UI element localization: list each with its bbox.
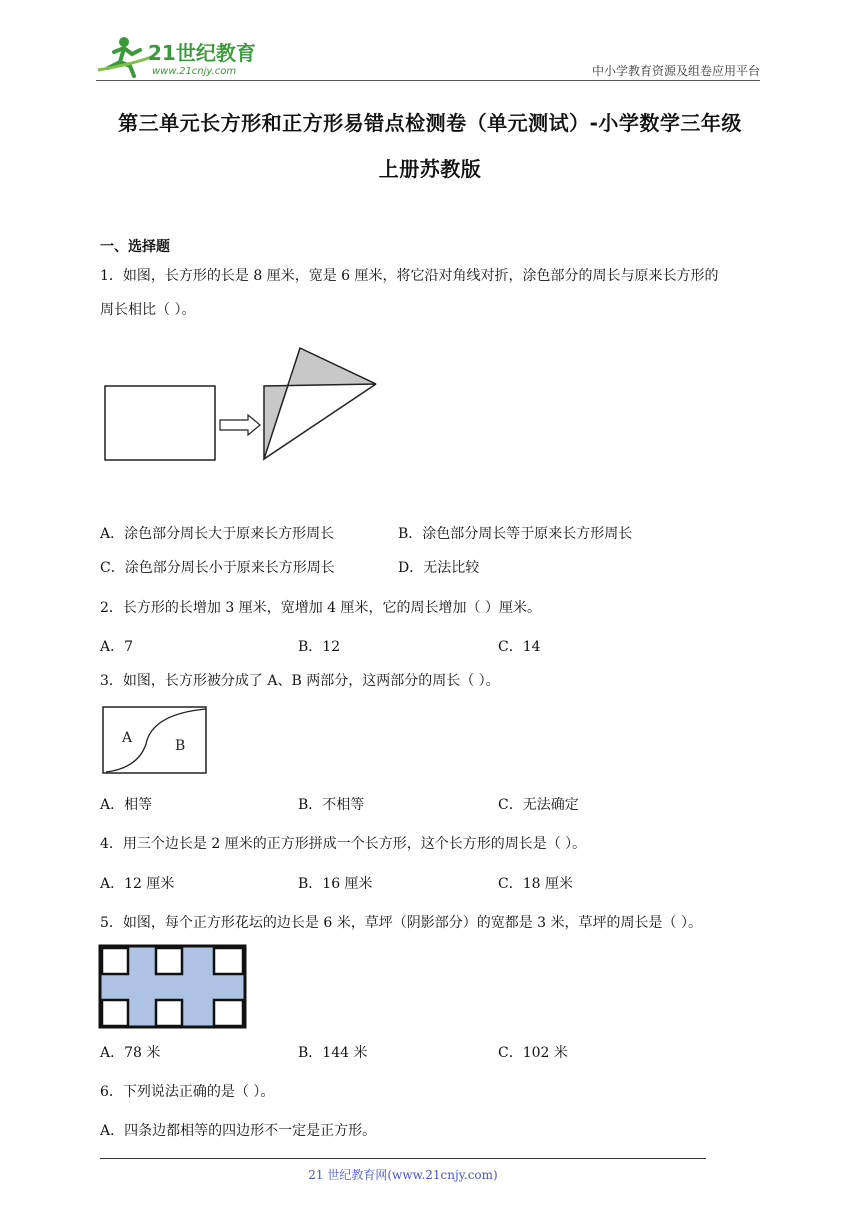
divided-rectangle	[103, 707, 206, 773]
question-1-text-line2: 周长相比（ ）。	[100, 302, 196, 318]
region-b-label: B	[175, 738, 186, 754]
flowerbed-square	[102, 1000, 128, 1026]
question-3-option-b[interactable]: B．不相等	[298, 797, 365, 813]
dividing-curve	[106, 709, 206, 772]
question-5-option-b[interactable]: B．144 米	[298, 1045, 368, 1061]
flowerbed-square	[102, 948, 128, 974]
question-6-option-a[interactable]: A．四条边都相等的四边形不一定是正方形。	[100, 1123, 377, 1139]
question-2-option-a[interactable]: A．7	[100, 639, 134, 655]
logo-url: www.21cnjy.com	[152, 66, 237, 77]
page-title-line1: 第三单元长方形和正方形易错点检测卷（单元测试）-小学数学三年级	[118, 111, 742, 135]
question-1-option-d[interactable]: D．无法比较	[398, 560, 480, 576]
section-heading: 一、选择题	[100, 239, 170, 255]
question-1-text-line1: 1．如图，长方形的长是 8 厘米，宽是 6 厘米，将它沿对角线对折，涂色部分的周长与原来长方形的	[100, 268, 719, 284]
question-5-option-a[interactable]: A．78 米	[100, 1045, 161, 1061]
flowerbed-square	[156, 1000, 182, 1026]
question-5-option-c[interactable]: C．102 米	[498, 1045, 568, 1061]
question-4-text: 4．用三个边长是 2 厘米的正方形拼成一个长方形，这个长方形的周长是（ ）。	[100, 836, 587, 852]
question-4-option-c[interactable]: C．18 厘米	[498, 876, 573, 892]
question-4-option-b[interactable]: B．16 厘米	[298, 876, 373, 892]
question-3-figure	[102, 706, 208, 776]
question-1-option-a[interactable]: A．涂色部分周长大于原来长方形周长	[100, 526, 335, 542]
question-1-option-c[interactable]: C．涂色部分周长小于原来长方形周长	[100, 560, 335, 576]
shaded-triangle-upper	[289, 348, 376, 386]
question-5-figure	[98, 944, 248, 1030]
question-1-figure	[100, 342, 390, 467]
question-1-option-b[interactable]: B．涂色部分周长等于原来长方形周长	[398, 526, 633, 542]
footer-divider	[100, 1158, 706, 1159]
question-2-option-b[interactable]: B．12	[298, 639, 341, 655]
question-6-text: 6．下列说法正确的是（ ）。	[100, 1084, 275, 1100]
flowerbed-square	[156, 948, 182, 974]
question-5-text: 5．如图，每个正方形花坛的边长是 6 米，草坪（阴影部分）的宽都是 3 米，草坪的周长是（ ）。	[100, 915, 702, 931]
question-3-option-a[interactable]: A．相等	[100, 797, 153, 813]
question-3-text: 3．如图，长方形被分成了 A、B 两部分，这两部分的周长（ ）。	[100, 673, 500, 689]
original-rectangle	[105, 386, 215, 460]
question-2-option-c[interactable]: C．14	[498, 639, 541, 655]
arrow-icon	[220, 415, 260, 435]
platform-tagline: 中小学教育资源及组卷应用平台	[591, 64, 760, 78]
runner-icon	[98, 37, 154, 76]
header-divider	[96, 80, 760, 81]
page-title-line2: 上册苏教版	[378, 157, 482, 181]
footer-text[interactable]: 21 世纪教育网(www.21cnjy.com)	[308, 1168, 498, 1182]
question-4-option-a[interactable]: A．12 厘米	[100, 876, 175, 892]
site-logo	[94, 34, 264, 78]
flowerbed-square	[214, 1000, 243, 1026]
region-a-label: A	[122, 730, 133, 746]
question-2-text: 2．长方形的长增加 3 厘米，宽增加 4 厘米，它的周长增加（ ）厘米。	[100, 600, 541, 616]
logo-wordmark: 21世纪教育	[148, 41, 256, 65]
question-3-option-c[interactable]: C．无法确定	[498, 797, 579, 813]
flowerbed-square	[214, 948, 243, 974]
